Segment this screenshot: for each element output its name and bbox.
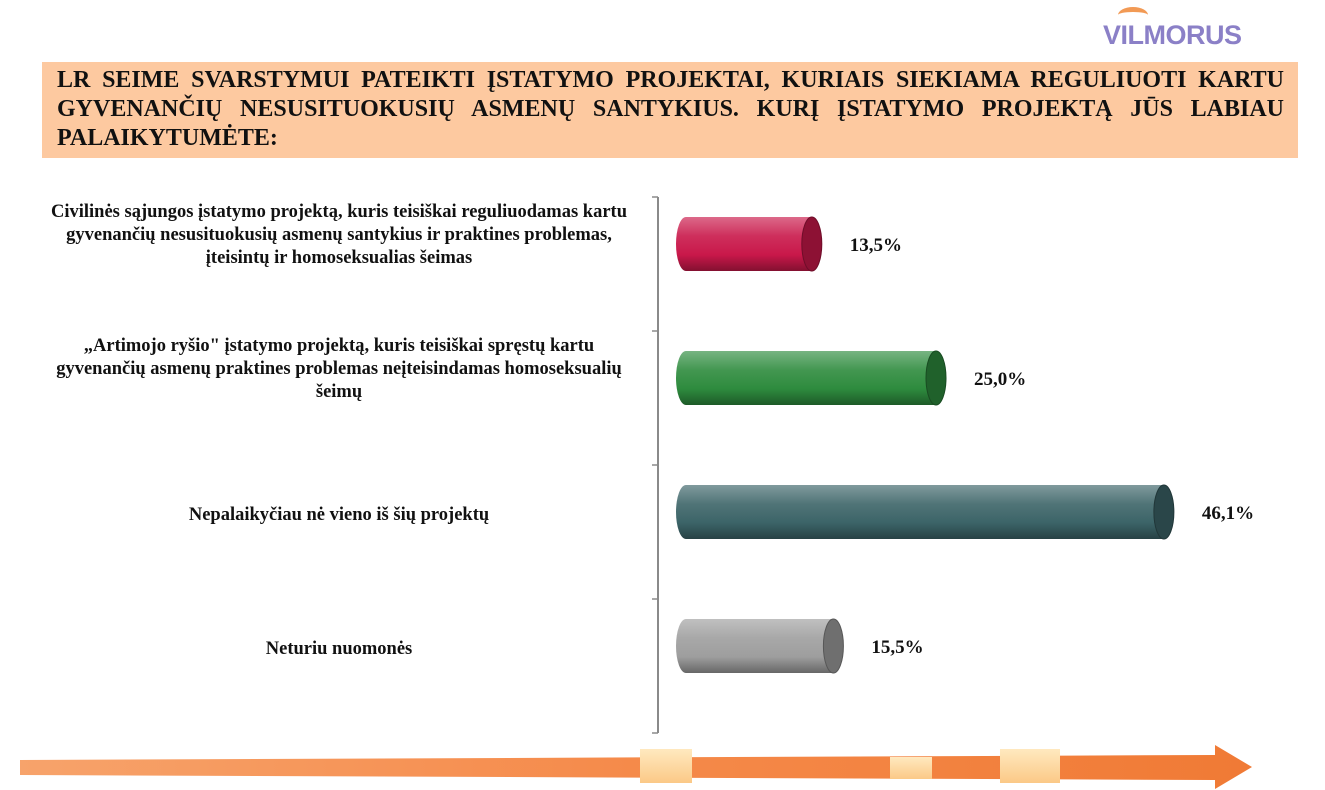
footer-block-3 [1000,749,1060,783]
bar-body [676,485,1174,539]
footer-arrow-shaft [20,745,1252,789]
value-label: 46,1% [1201,503,1255,524]
footer-block-1 [640,749,692,783]
category-label: „Artimojo ryšio" įstatymo projektą, kuris teisiškai spręstų kartu gyvenančių asmenų praktines problemas neįteisindamas homoseksualių šeimų [56,336,622,402]
category-label: Neturiu nuomonės [265,638,413,659]
category-label: Nepalaikyčiau nė vieno iš šių projektų [188,504,490,525]
question-title: LR SEIME SVARSTYMUI PATEIKTI ĮSTATYMO PROJEKTAI, KURIAIS SIEKIAMA REGULIUOTI KARTU GYVENANČIŲ NESUSITUOKUSIŲ ASMENŲ SANTYKIUS. KURĮ ĮSTATYMO PROJEKTĄ JŪS LABIAU PALAIKYTUMĖTE: [42,62,1298,158]
bar-body [676,217,822,271]
footer-block-2 [890,757,932,779]
bar-body [676,351,946,405]
value-label: 13,5% [849,235,903,256]
bar-body [676,619,843,673]
category-label: Civilinės sąjungos įstatymo projektą, kuris teisiškai reguliuodamas kartu gyvenančių nesusituokusių asmenų santykius ir praktines problemas, įteisintų ir homoseksualias šeimas [51,202,627,268]
bar-end-cap [926,351,946,405]
value-label: 15,5% [871,637,924,658]
bar-1 [676,217,822,271]
bar-2 [676,351,946,405]
footer-arrow-decoration [0,735,1325,790]
bar-4 [676,619,843,673]
bar-end-cap [1154,485,1174,539]
bar-end-cap [802,217,822,271]
bar-3 [676,485,1174,539]
value-label: 25,0% [974,369,1027,390]
logo-text: VILMORUS [1103,20,1242,50]
bar-end-cap [823,619,843,673]
